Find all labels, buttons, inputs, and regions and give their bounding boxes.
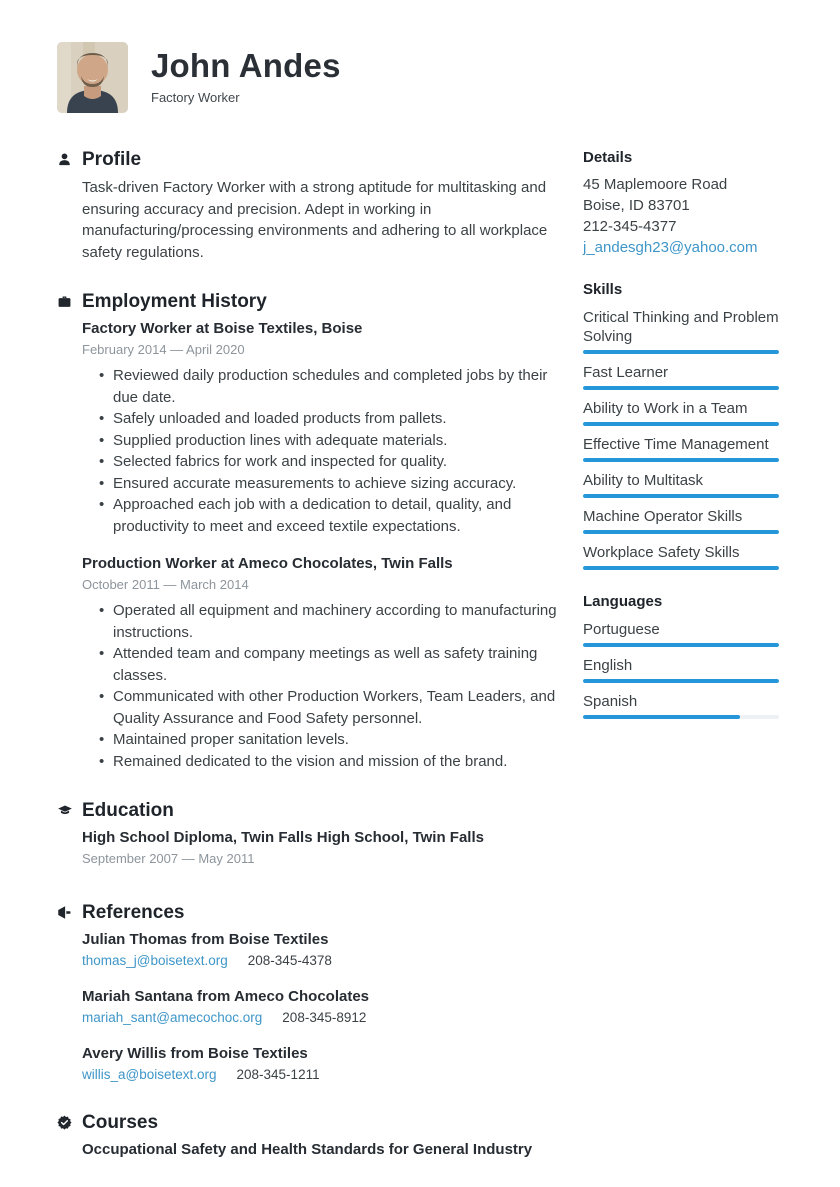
header [57, 42, 779, 113]
language-level-bar [583, 679, 779, 683]
job-bullet: • Safely unloaded and loaded products from pallets. [82, 408, 562, 430]
language-level-fill [583, 643, 779, 647]
job-bullet: • Maintained proper sanitation levels. [82, 729, 562, 751]
profile-photo-illustration [57, 42, 128, 113]
skill-label: Ability to Work in a Team [583, 400, 748, 417]
graduation-cap-icon [57, 803, 82, 818]
skill-level-bar [583, 530, 779, 534]
reference-email-link[interactable]: willis_a@boisetext.org [82, 1067, 217, 1082]
skill-item [583, 399, 779, 426]
email-link[interactable]: j_andesgh23@yahoo.com [583, 239, 758, 256]
person-icon [57, 152, 82, 167]
skill-item [583, 435, 779, 462]
skill-level-bar [583, 458, 779, 462]
reference-contact [82, 952, 562, 970]
reference-entry [82, 1044, 562, 1084]
address-line-1: 45 Maplemoore Road [583, 176, 728, 193]
briefcase-icon [57, 294, 82, 309]
header-text [151, 42, 341, 105]
job-bullet: • Supplied production lines with adequate materials. [82, 430, 562, 452]
section-employment [57, 290, 562, 772]
reference-contact [82, 1066, 562, 1084]
education-dates: September 2007 — May 2011 [82, 851, 255, 866]
reference-name: Avery Willis from Boise Textiles [82, 1045, 308, 1062]
profile-text: Task-driven Factory Worker with a strong aptitude for multitasking and ensuring accuracy and precision. Adept in working in manufacturing/processing environments and adhering to all workplace safety regulations. [82, 179, 548, 261]
reference-entry [82, 987, 562, 1027]
details-heading: Details [583, 149, 633, 166]
language-level-bar [583, 715, 779, 719]
language-item [583, 656, 779, 683]
skill-item [583, 363, 779, 390]
skill-label: Fast Learner [583, 364, 669, 381]
skill-label: Machine Operator Skills [583, 508, 743, 525]
skill-level-fill [583, 350, 779, 354]
candidate-job-title: Factory Worker [151, 90, 240, 105]
skill-level-bar [583, 350, 779, 354]
sidebar-skills [583, 280, 779, 570]
skill-level-fill [583, 494, 779, 498]
job-bullet: • Attended team and company meetings as well as safety training classes. [82, 643, 562, 686]
section-references [57, 901, 562, 1084]
job-bullet: • Selected fabrics for work and inspected for quality. [82, 451, 562, 473]
sidebar-details [583, 148, 779, 258]
skill-level-fill [583, 386, 779, 390]
profile-photo [57, 42, 128, 113]
reference-phone: 208-345-4378 [247, 953, 332, 968]
phone-number: 212-345-4377 [583, 218, 677, 235]
language-label: English [583, 657, 633, 674]
job-bullet: • Operated all equipment and machinery according to manufacturing instructions. [82, 600, 562, 643]
skill-label: Effective Time Management [583, 436, 769, 453]
skill-item [583, 308, 779, 354]
job-dates: October 2011 — March 2014 [82, 577, 249, 592]
reference-name: Julian Thomas from Boise Textiles [82, 931, 329, 948]
skill-label: Workplace Safety Skills [583, 544, 740, 561]
language-level-bar [583, 643, 779, 647]
reference-email-link[interactable]: mariah_sant@amecochoc.org [82, 1010, 263, 1025]
job-bullet: • Reviewed daily production schedules and completed jobs by their due date. [82, 365, 562, 408]
skills-heading: Skills [583, 281, 623, 298]
megaphone-icon [57, 905, 82, 920]
address-line-2: Boise, ID 83701 [583, 197, 690, 214]
profile-heading: Profile [82, 149, 142, 170]
language-item [583, 692, 779, 719]
job-dates: February 2014 — April 2020 [82, 342, 245, 357]
skill-level-fill [583, 566, 779, 570]
job-bullet-list [82, 600, 562, 772]
section-courses [57, 1111, 562, 1160]
skill-item [583, 543, 779, 570]
skill-item [583, 507, 779, 534]
employment-heading: Employment History [82, 291, 267, 312]
education-title: High School Diploma, Twin Falls High School, Twin Falls [82, 829, 484, 846]
courses-heading: Courses [82, 1112, 159, 1133]
job-bullet: • Approached each job with a dedication to detail, quality, and productivity to meet and exceed textile expectations. [82, 494, 562, 537]
skill-item [583, 471, 779, 498]
skill-level-fill [583, 530, 779, 534]
education-heading: Education [82, 800, 174, 821]
skill-level-fill [583, 422, 779, 426]
job-bullet: • Communicated with other Production Workers, Team Leaders, and Quality Assurance and Food Safety personnel. [82, 686, 562, 729]
skill-label: Ability to Multitask [583, 472, 704, 489]
course-title: Occupational Safety and Health Standards for General Industry [82, 1141, 533, 1158]
candidate-name: John Andes [151, 47, 341, 84]
skill-level-bar [583, 422, 779, 426]
job-entry [82, 319, 562, 537]
job-bullet: • Remained dedicated to the vision and mission of the brand. [82, 751, 562, 773]
reference-entry [82, 930, 562, 970]
languages-heading: Languages [583, 593, 663, 610]
skill-level-bar [583, 494, 779, 498]
section-education [57, 799, 562, 874]
skill-level-bar [583, 386, 779, 390]
job-entry [82, 554, 562, 772]
skill-level-bar [583, 566, 779, 570]
reference-name: Mariah Santana from Ameco Chocolates [82, 988, 370, 1005]
language-label: Spanish [583, 693, 638, 710]
education-entry [82, 828, 562, 867]
reference-email-link[interactable]: thomas_j@boisetext.org [82, 953, 228, 968]
section-profile [57, 148, 562, 263]
reference-phone: 208-345-8912 [282, 1010, 367, 1025]
sidebar-languages [583, 592, 779, 719]
sidebar [583, 148, 779, 1187]
references-heading: References [82, 902, 185, 923]
language-label: Portuguese [583, 621, 660, 638]
certificate-icon [57, 1115, 82, 1130]
job-bullet: • Ensured accurate measurements to achieve sizing accuracy. [82, 473, 562, 495]
job-title: Factory Worker at Boise Textiles, Boise [82, 320, 363, 337]
main-column [57, 148, 562, 1187]
reference-contact [82, 1009, 562, 1027]
skill-label: Critical Thinking and Problem Solving [583, 309, 779, 345]
language-item [583, 620, 779, 647]
reference-phone: 208-345-1211 [236, 1067, 320, 1082]
job-title: Production Worker at Ameco Chocolates, Twin Falls [82, 555, 453, 572]
skill-level-fill [583, 458, 779, 462]
language-level-fill [583, 715, 740, 719]
language-level-fill [583, 679, 779, 683]
job-bullet-list [82, 365, 562, 537]
